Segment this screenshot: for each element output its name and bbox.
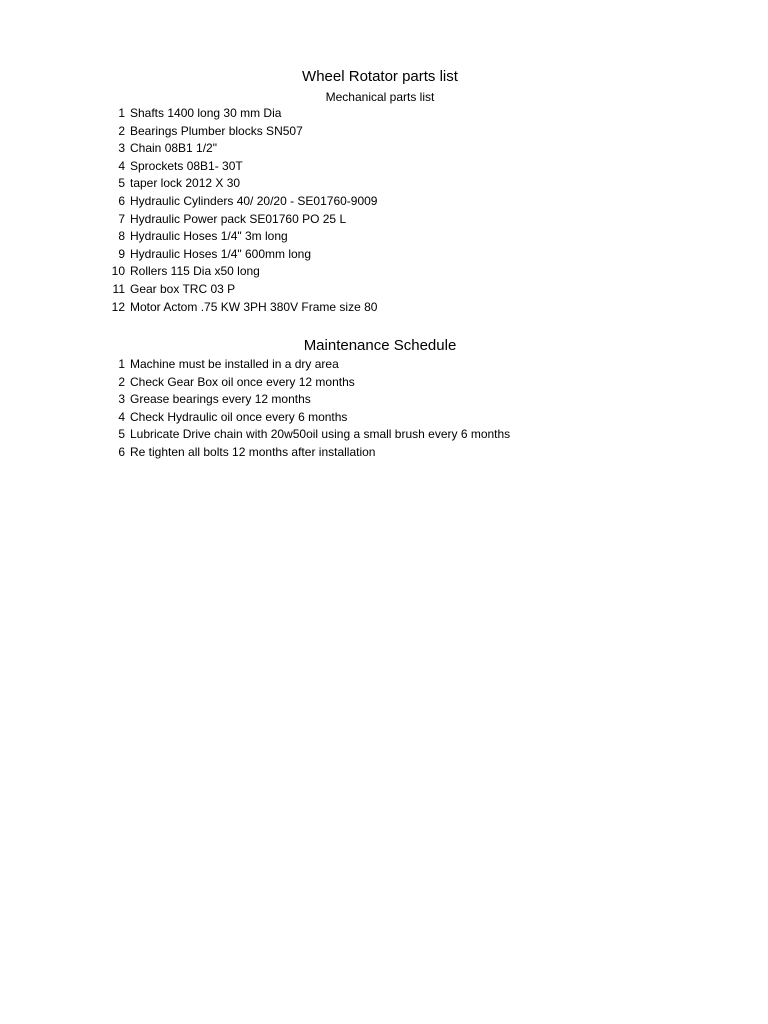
item-number: 12 (111, 299, 125, 314)
item-text: Shafts 1400 long 30 mm Dia (130, 106, 282, 120)
item-number: 6 (118, 444, 125, 459)
item-text: Hydraulic Power pack SE01760 PO 25 L (130, 211, 347, 226)
list-item (100, 193, 377, 211)
list-item (100, 211, 377, 229)
list-item (100, 123, 377, 141)
maintenance-list (100, 356, 510, 462)
item-number: 9 (118, 246, 125, 261)
list-item (100, 175, 377, 193)
item-text: Hydraulic Hoses 1/4" 3m long (130, 229, 288, 244)
item-text: Re tighten all bolts 12 months after installation (130, 444, 376, 459)
item-text: Hydraulic Hoses 1/4" 600mm long (130, 246, 312, 261)
item-number: 1 (118, 106, 125, 120)
list-item (100, 391, 510, 409)
parts-list (100, 105, 377, 316)
item-number: 5 (118, 176, 125, 191)
item-number: 4 (118, 409, 125, 424)
item-number: 7 (118, 211, 125, 226)
list-item (100, 426, 510, 444)
item-number: 4 (118, 158, 125, 173)
item-number: 11 (112, 281, 125, 296)
list-item (100, 228, 377, 246)
item-text: Grease bearings every 12 months (130, 392, 311, 407)
item-text: Chain 08B1 1/2" (130, 141, 217, 156)
item-number: 3 (118, 141, 125, 156)
item-number: 6 (118, 193, 125, 208)
item-number: 2 (118, 123, 125, 138)
list-item (100, 105, 377, 123)
item-text: Machine must be installed in a dry area (130, 357, 339, 371)
page-title: Wheel Rotator parts list (302, 68, 458, 85)
item-text: Check Gear Box oil once every 12 months (130, 374, 355, 389)
list-item (100, 356, 510, 374)
item-text: taper lock 2012 X 30 (130, 176, 241, 191)
item-number: 3 (118, 392, 125, 407)
item-number: 1 (118, 357, 125, 371)
list-item (100, 158, 377, 176)
item-text: Lubricate Drive chain with 20w50oil using a small brush every 6 months (130, 427, 511, 442)
list-item (100, 409, 510, 427)
item-number: 5 (118, 427, 125, 442)
item-text: Hydraulic Cylinders 40/ 20/20 - SE01760-9009 (130, 193, 378, 208)
item-text: Check Hydraulic oil once every 6 months (130, 409, 348, 424)
list-item (100, 299, 377, 317)
item-number: 10 (111, 264, 125, 279)
item-text: Bearings Plumber blocks SN507 (130, 123, 303, 138)
list-item (100, 374, 510, 392)
page-subtitle: Mechanical parts list (325, 90, 435, 104)
list-item (100, 263, 377, 281)
item-text: Motor Actom .75 KW 3PH 380V Frame size 80 (130, 299, 378, 314)
list-item (100, 140, 377, 158)
item-number: 8 (118, 229, 125, 244)
item-text: Gear box TRC 03 P (130, 281, 236, 296)
list-item (100, 246, 377, 264)
list-item (100, 281, 377, 299)
item-number: 2 (118, 374, 125, 389)
section-title: Maintenance Schedule (303, 337, 457, 354)
item-text: Rollers 115 Dia x50 long (130, 264, 260, 279)
list-item (100, 444, 510, 462)
item-text: Sprockets 08B1- 30T (130, 158, 243, 173)
